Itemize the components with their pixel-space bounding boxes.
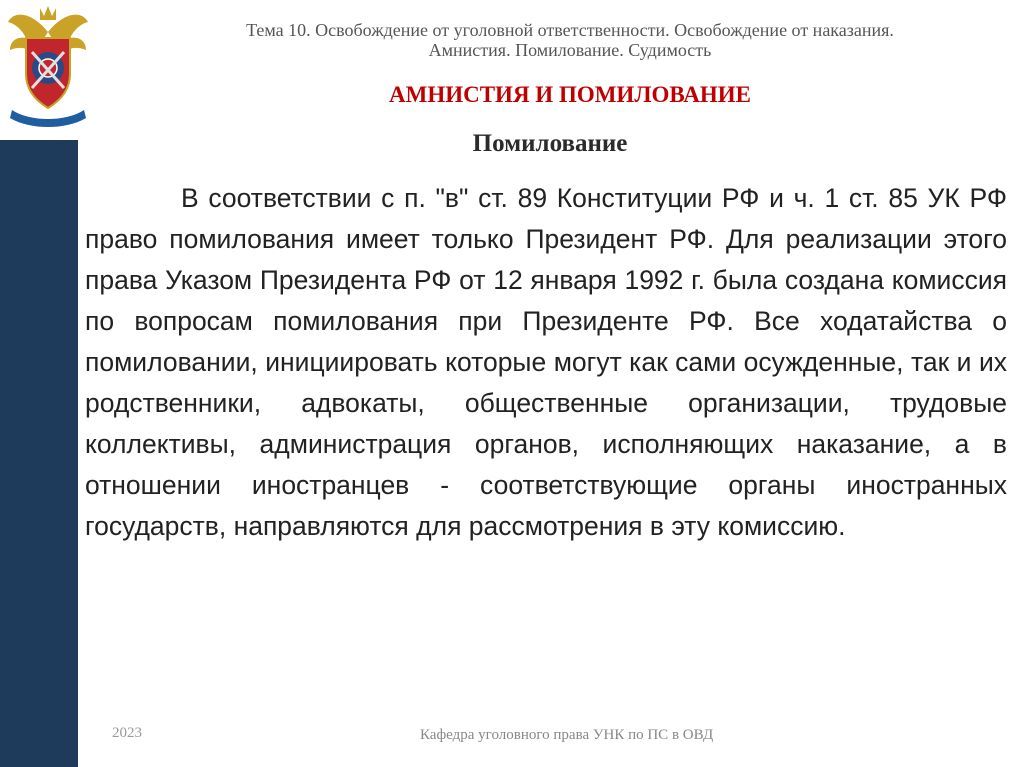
section-title: АМНИСТИЯ И ПОМИЛОВАНИЕ	[389, 82, 751, 107]
left-accent-bar	[0, 140, 78, 767]
footer-department: Кафедра уголовного права УНК по ПС в ОВД	[420, 727, 714, 743]
header-line-2: Амнистия. Помилование. Судимость	[428, 40, 712, 60]
year-label: 2023	[112, 725, 142, 741]
slide-subtitle: Помилование	[472, 130, 628, 157]
slide-header	[140, 20, 1000, 60]
body-paragraph: В соответствии с п. "в" ст. 89 Конституции РФ и ч. 1 ст. 85 УК РФ право помилования имеет только Президент РФ. Для реализации этого права Указом Президента РФ от 12 января 1992 г. была создана комиссия по вопросам помилования при Президенте РФ. Все ходатайства о помиловании, инициировать которые могут как сами осужденные, так и их родственники, адвокаты, общественные организации, трудовые коллективы, администрация органов, исполняющих наказание, а в отношении иностранцев - соответствующие органы иностранных государств, направляются для рассмотрения в эту комиссию.	[85, 183, 1007, 541]
ministry-emblem-icon	[2, 2, 94, 130]
header-line-1: Тема 10. Освобождение от уголовной ответственности. Освобождение от наказания.	[246, 20, 894, 40]
